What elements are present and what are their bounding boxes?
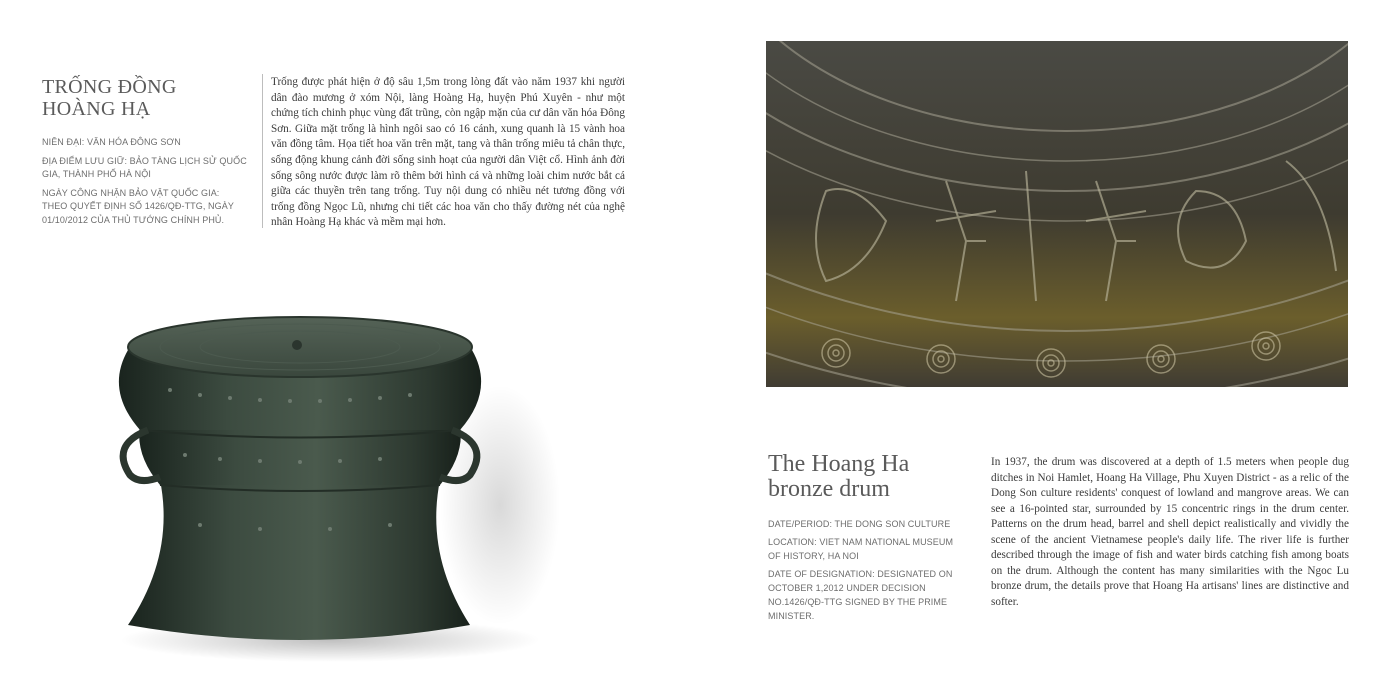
right-page: [695, 0, 1390, 695]
vn-designation: NGÀY CÔNG NHẬN BẢO VẬT QUỐC GIA: THEO QUYẾT ĐỊNH SỐ 1426/QĐ-TTG, NGÀY 01/10/2012 CỦA THỦ TƯỚNG CHÍNH PHỦ.: [42, 187, 234, 225]
drum-relief-photo: [766, 41, 1348, 387]
vn-body-text: Trống được phát hiện ở độ sâu 1,5m trong lòng đất vào năm 1937 khi người dân đào mương ở xóm Nội, làng Hoàng Hạ, huyện Phú Xuyên - như một chứng tích chinh phục vùng đất trũng, còn ngập mặn của cư dân văn hóa Đông Sơn. Giữa mặt trống là hình ngôi sao có 16 cánh, xung quanh là 15 vành hoa văn đồng tâm. Họa tiết hoa văn trên mặt, tang và thân trống miêu tả chân thực, sống động khung cảnh đời sống sinh hoạt của người dân Việt cổ. Hình ảnh đời sống sông nước được làm rõ thêm bởi hình cá và những loài chim nước bắt cá giữa các thuyền trên tang trống. Tuy nội dung có nhiều nét tương đồng với trống đồng Ngọc Lũ, nhưng chi tiết các hoa văn cho thấy đường nét của nghệ nhân Hoàng Hạ khác và mềm mại hơn.: [271, 76, 625, 229]
vn-divider: [262, 74, 263, 228]
vn-title: [42, 76, 242, 120]
vn-title-line2: HOÀNG HẠ: [42, 98, 151, 120]
vn-location: ĐỊA ĐIỂM LƯU GIỮ: BẢO TÀNG LỊCH SỬ QUỐC GIA, THÀNH PHỐ HÀ NỘI: [42, 155, 247, 179]
en-title-line2: bronze drum: [768, 476, 890, 502]
en-location: LOCATION: VIET NAM NATIONAL MUSEUM OF HISTORY, HA NOI: [768, 537, 954, 561]
en-title: [768, 452, 978, 502]
bronze-drum-image: [100, 305, 570, 665]
vn-period: NIÊN ĐẠI: VĂN HÓA ĐÔNG SƠN: [42, 137, 181, 147]
en-designation: DATE OF DESIGNATION: DESIGNATED ON OCTOBER 1,2012 UNDER DECISION NO.1426/QĐ-TTG SIGNED BY THE PRIME MINISTER.: [768, 569, 953, 621]
vn-metadata: [42, 136, 247, 232]
en-period: DATE/PERIOD: THE DONG SON CULTURE: [768, 519, 951, 529]
en-title-line1: The Hoang Ha: [768, 451, 910, 477]
en-body-text: In 1937, the drum was discovered at a depth of 1.5 meters when people dug ditches in Noi Hamlet, Hoang Ha Village, Phu Xuyen District - as a relic of the Dong Son culture residents' conquest of lowland and mangrove areas. We can see a 16-pointed star, surrounded by 15 concentric rings in the drum center. Patterns on the drum head, barrel and shell depict realistically and vividly the scene of the ancient Vietnamese people's daily life. The river life is further described through the image of fish and water birds catching fish among boats on the drum. Although the content has many similarities with the Ngoc Lu bronze drum, the details prove that Hoang Ha artisans' lines are distinctive and softer.: [991, 456, 1349, 608]
vn-title-line1: TRỐNG ĐỒNG: [42, 76, 177, 98]
en-metadata: [768, 517, 968, 627]
